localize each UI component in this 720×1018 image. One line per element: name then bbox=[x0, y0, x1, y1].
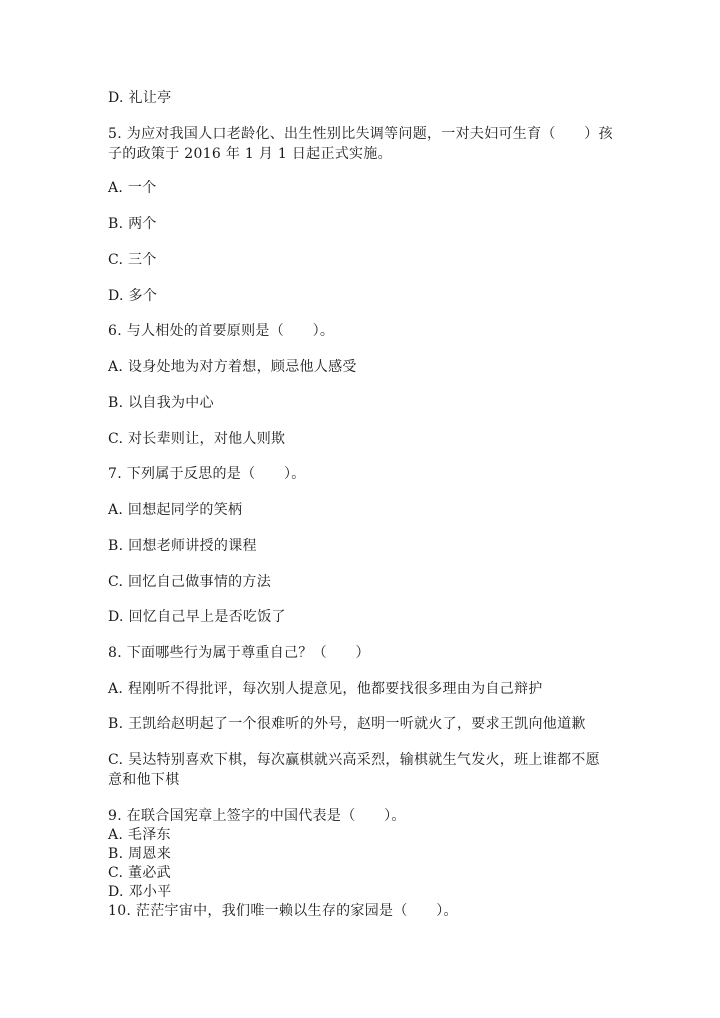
q7-option-a: A. 回想起同学的笑柄 bbox=[108, 502, 243, 518]
q8-option-c-line2: 意和他下棋 bbox=[108, 772, 180, 788]
q9-option-b: B. 周恩来 bbox=[108, 846, 171, 862]
q8-stem: 8. 下面哪些行为属于尊重自己？（ ） bbox=[108, 645, 370, 661]
q9-stem: 9. 在联合国宪章上签字的中国代表是（ ）。 bbox=[108, 808, 406, 824]
q4-option-d: D. 礼让亭 bbox=[108, 90, 172, 106]
q6-stem: 6. 与人相处的首要原则是（ ）。 bbox=[108, 323, 335, 339]
q7-option-b: B. 回想老师讲授的课程 bbox=[108, 538, 257, 554]
q7-option-c: C. 回忆自己做事情的方法 bbox=[108, 574, 272, 590]
q9-option-c: C. 董必武 bbox=[108, 865, 171, 881]
q8-option-c-line1: C. 吴达特别喜欢下棋，每次赢棋就兴高采烈，输棋就生气发火，班上谁都不愿 bbox=[108, 752, 600, 768]
q5-option-c: C. 三个 bbox=[108, 252, 157, 268]
q5-stem-line1: 5. 为应对我国人口老龄化、出生性别比失调等问题，一对夫妇可生育（ ）孩 bbox=[108, 126, 613, 142]
q9-option-d: D. 邓小平 bbox=[108, 884, 172, 900]
q8-option-a: A. 程刚听不得批评，每次别人提意见，他都要找很多理由为自己辩护 bbox=[108, 681, 543, 697]
q7-option-d: D. 回忆自己早上是否吃饭了 bbox=[108, 609, 286, 625]
q10-stem: 10. 茫茫宇宙中，我们唯一赖以生存的家园是（ ）。 bbox=[108, 903, 458, 919]
q6-option-c: C. 对长辈则让，对他人则欺 bbox=[108, 431, 286, 447]
q5-option-a: A. 一个 bbox=[108, 180, 157, 196]
q6-option-b: B. 以自我为中心 bbox=[108, 395, 214, 411]
q8-option-b: B. 王凯给赵明起了一个很难听的外号，赵明一听就火了，要求王凯向他道歉 bbox=[108, 716, 586, 732]
q5-stem-line2: 子的政策于 2016 年 1 月 1 日起正式实施。 bbox=[108, 146, 392, 162]
q7-stem: 7. 下列属于反思的是（ ）。 bbox=[108, 466, 306, 482]
q9-option-a: A. 毛泽东 bbox=[108, 827, 171, 843]
q5-option-d: D. 多个 bbox=[108, 288, 158, 304]
q6-option-a: A. 设身处地为对方着想，顾忌他人感受 bbox=[108, 359, 357, 375]
q5-option-b: B. 两个 bbox=[108, 216, 157, 232]
